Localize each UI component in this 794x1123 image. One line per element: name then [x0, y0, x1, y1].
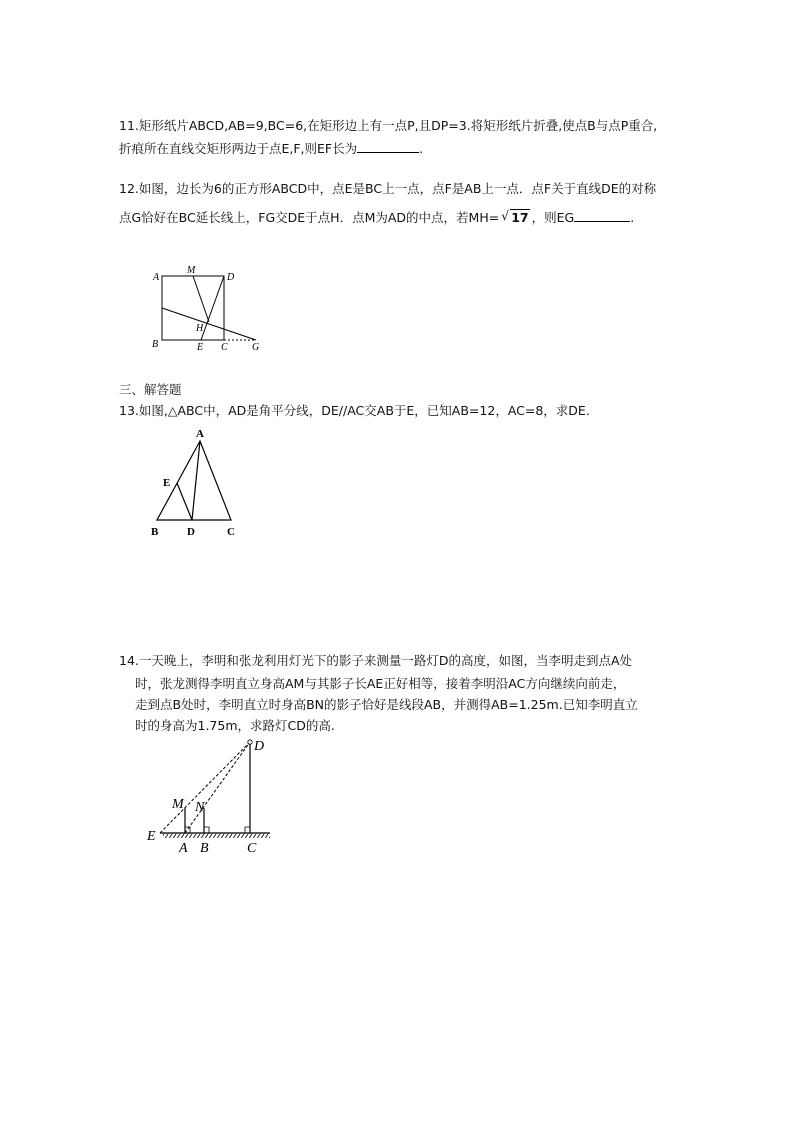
label-n: N [195, 800, 205, 815]
radical-sign-icon: √ [501, 209, 509, 223]
q12-line2-after: ，则EG [531, 210, 575, 225]
sqrt-expression [501, 209, 529, 225]
q14-line4: 时的身高为1.75m，求路灯CD的高. [135, 718, 335, 733]
q14-figure [140, 732, 280, 857]
q13-figure [148, 425, 243, 540]
label-a: A [196, 428, 204, 440]
label-a: A [153, 272, 160, 283]
label-h: H [196, 323, 204, 334]
label-b: B [152, 339, 159, 350]
light-ray-em [160, 742, 250, 833]
q11-answer-blank [357, 152, 419, 153]
label-c: C [221, 342, 228, 353]
label-d: D [187, 526, 195, 538]
q13-text: 13.如图,△ABC中，AD是角平分线，DE//AC交AB于E，已知AB=12，AC=8，求DE. [119, 403, 590, 418]
line-fg [162, 308, 256, 340]
right-angle-c [245, 827, 250, 833]
q12-figure [145, 262, 275, 357]
lamp-icon [248, 740, 252, 744]
square-abcd [162, 276, 224, 340]
q11-line2 [119, 143, 423, 156]
label-e: E [147, 829, 156, 844]
q14-line3: 走到点B处时，李明直立时身高BN的影子恰好是线段AB，并测得AB=1.25m.已知李明直立 [135, 697, 638, 712]
q14-line2: 时，张龙测得李明直立身高AM与其影子长AE正好相等，接着李明沿AC方向继续向前走， [135, 676, 626, 691]
label-c: C [227, 526, 235, 538]
label-g: G [252, 342, 260, 353]
label-a: A [179, 841, 188, 856]
q11-line2-text: 折痕所在直线交矩形两边于点E,F,则EF长为 [119, 141, 358, 156]
label-b: B [151, 526, 159, 538]
right-angle-b [204, 827, 209, 833]
q12-line1: 12.如图，边长为6的正方形ABCD中，点E是BC上一点，点F是AB上一点．点F关于直线DE的对称 [119, 181, 657, 196]
label-d: D [227, 272, 235, 283]
label-m: M [172, 797, 184, 812]
label-e: E [163, 477, 171, 489]
q12-line2-before: 点G恰好在BC延长线上，FG交DE于点H．点M为AD的中点，若MH= [119, 210, 500, 225]
q11-line1: 11.矩形纸片ABCD,AB=9,BC=6,在矩形边上有一点P,且DP=3.将矩形纸片折叠,使点B与点P重合, [119, 118, 658, 133]
q12-line2 [119, 209, 635, 225]
label-e: E [197, 342, 204, 353]
ground-hatch [163, 833, 270, 838]
sqrt-radicand: 17 [511, 210, 529, 225]
label-b: B [200, 841, 209, 856]
q12-end: . [630, 210, 635, 225]
label-d: D [254, 739, 265, 754]
label-c: C [247, 841, 257, 856]
label-m: M [187, 265, 196, 276]
q11-end: . [419, 141, 424, 156]
q14-line1: 14.一天晚上，李明和张龙利用灯光下的影子来测量一路灯D的高度，如图，当李明走到点A处 [119, 653, 633, 668]
q12-answer-blank [574, 221, 630, 222]
line-mh [193, 276, 209, 322]
light-ray-an [185, 742, 250, 833]
line-de [177, 483, 192, 520]
section-title: 三、解答题 [119, 382, 182, 397]
